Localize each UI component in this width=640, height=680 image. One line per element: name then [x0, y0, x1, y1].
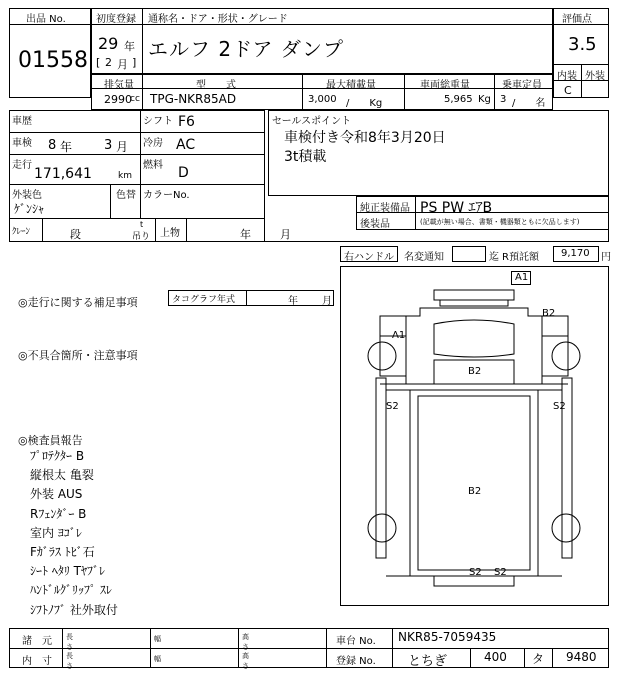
plate-number: 9480 — [566, 650, 597, 664]
upper-label: 上物 — [160, 228, 180, 239]
interior-label: 内装 — [557, 71, 577, 82]
inspection-year-unit: 年 — [60, 140, 73, 154]
capacity-unit: / 名 — [512, 98, 546, 109]
capacity: 3 — [500, 94, 507, 105]
shift-value: F6 — [178, 114, 195, 130]
crane-lift-t: t — [140, 220, 144, 229]
color-no-label: カラーNo. — [143, 190, 190, 201]
sales-point-line-2: 3t積載 — [284, 149, 327, 165]
inner-width-label: 幅 — [154, 655, 161, 663]
history-label: 車歴 — [12, 116, 32, 127]
name-change-label: 名変通知 — [404, 252, 444, 263]
sales-point-label: セールスポイント — [272, 116, 352, 127]
length-label: 長さ — [66, 633, 73, 651]
driving-remarks-label: ◎走行に関する補足事項 — [18, 296, 138, 309]
displacement: 2990 — [104, 93, 132, 106]
right-handle-label: 右ハンドル — [344, 252, 394, 263]
damage-tag: A1 — [515, 272, 529, 283]
tacho-label: タコグラフ年式 — [172, 295, 236, 305]
type-value: TPG-NKR85AD — [150, 92, 237, 106]
score-value: 3.5 — [568, 34, 597, 55]
crane-stage: 段 — [70, 228, 81, 241]
damage-tag: B2 — [542, 308, 556, 319]
equipment-value: PS PW ｴｱB — [420, 200, 493, 216]
recycle-amount: 9,170 — [561, 248, 590, 259]
damage-tag: A1 — [392, 330, 406, 341]
fuel-value: D — [178, 165, 189, 181]
inspection-month-unit: 月 — [116, 140, 129, 154]
mileage-label: 走行 — [12, 160, 32, 171]
tacho-month: 月 — [322, 296, 332, 307]
mileage-unit: km — [118, 171, 132, 181]
inner-height-label: 高さ — [242, 652, 249, 670]
recycle-label: R預託額 — [502, 252, 539, 263]
registration-month: 2 — [105, 56, 112, 69]
tacho-year: 年 — [288, 296, 298, 307]
damage-tag: S2 — [494, 567, 507, 578]
list-item: 室内 ﾖｺﾞﾚ — [30, 525, 82, 540]
damage-tag: B2 — [468, 486, 482, 497]
upper-month: 月 — [280, 228, 291, 241]
gross-weight-unit: Kg — [478, 94, 491, 105]
sales-point-line-1: 車検付き令和8年3月20日 — [284, 130, 446, 146]
km-limit-label: 迄 — [489, 252, 499, 263]
inspection-year: 8 — [48, 138, 57, 153]
dims-label: 諸 元 — [22, 636, 52, 647]
plate-kana: タ — [532, 652, 545, 666]
lot-number: 01558 — [18, 48, 88, 73]
list-item: ﾊﾝﾄﾞﾙｸﾞﾘｯﾌﾟ ｽﾚ — [30, 583, 112, 598]
inspector-report-label: ◎検査員報告 — [18, 434, 83, 447]
displacement-label: 排気量 — [104, 80, 134, 91]
reg-no-label: 登録 No. — [336, 656, 376, 667]
damage-tag: B2 — [468, 366, 482, 377]
exterior-label: 外装 — [585, 71, 605, 82]
model-name: エルフ 2ドア ダンプ — [148, 37, 345, 61]
interior-grade: C — [564, 84, 572, 97]
ac-label: 冷房 — [143, 138, 163, 149]
month-unit: 月 — [117, 58, 128, 71]
width-label: 幅 — [154, 635, 161, 643]
score-label: 評価点 — [562, 14, 592, 25]
crane-lift-unit: 吊り — [132, 232, 151, 242]
inner-length-label: 長さ — [66, 652, 73, 670]
inspector-items — [30, 447, 118, 620]
ac-value: AC — [176, 137, 196, 153]
damage-tag: S2 — [386, 401, 399, 412]
equipment-label: 純正装備品 — [360, 203, 410, 214]
damage-tag: S2 — [553, 401, 566, 412]
damage-tag: S2 — [469, 567, 482, 578]
gross-weight: 5,965 — [444, 94, 473, 105]
plate-region: とちぎ — [408, 654, 448, 669]
max-load-label: 最大積載量 — [326, 80, 376, 91]
year-unit: 年 — [124, 40, 135, 53]
inspection-label: 車検 — [12, 138, 32, 149]
aftermarket-label: 後装品 — [360, 219, 390, 230]
chassis-label: 車台 No. — [336, 636, 376, 647]
recycle-unit: 円 — [601, 252, 611, 263]
color-change-label: 色替 — [116, 190, 136, 201]
height-label: 高さ — [242, 633, 249, 651]
first-registration-label: 初度登録 — [96, 14, 136, 25]
crane-label: ｸﾚｰﾝ — [12, 227, 31, 237]
gross-weight-label: 車両総重量 — [420, 80, 470, 91]
list-item: ｼﾌﾄﾉﾌﾞ 社外取付 — [30, 602, 118, 617]
plate-class: 400 — [484, 650, 507, 664]
shift-label: シフト — [143, 116, 173, 127]
list-item: 外装 AUS — [30, 487, 83, 502]
max-load-unit: / Kg — [346, 98, 383, 109]
defects-label: ◎不具合箇所・注意事項 — [18, 349, 138, 362]
type-label: 型 式 — [196, 80, 236, 91]
inner-dims-label: 内 寸 — [22, 656, 52, 667]
ext-color-value: ｹﾞﾝｼｬ — [14, 202, 45, 216]
list-item: 縦根太 亀裂 — [30, 468, 94, 483]
fuel-label: 燃料 — [143, 160, 163, 171]
model-label: 通称名・ドア・形状・グレード — [148, 14, 288, 25]
ext-color-label: 外装色 — [12, 190, 42, 201]
truck-outline — [340, 266, 609, 606]
name-change-box — [452, 246, 486, 262]
aftermarket-note: (記載が無い場合、書類・機器類ともに欠品します) — [420, 218, 580, 226]
registration-year: 29 — [98, 34, 119, 53]
inspection-month: 3 — [104, 138, 113, 153]
list-item: Rﾌｪﾝﾀﾞｰ B — [30, 506, 87, 521]
max-load: 3,000 — [308, 94, 337, 105]
list-item: ﾌﾟﾛﾃｸﾀｰ B — [30, 449, 85, 463]
displacement-unit: cc — [130, 94, 140, 104]
lot-label: 出品 No. — [26, 14, 66, 25]
chassis-number: NKR85-7059435 — [398, 630, 497, 644]
capacity-label: 乗車定員 — [502, 80, 542, 91]
list-item: Fｶﾞﾗｽ ﾄﾋﾞ石 — [30, 545, 95, 560]
mileage-value: 171,641 — [34, 166, 92, 182]
list-item: ｼｰﾄ ﾍﾀﾘ Tﾔﾌﾞﾚ — [30, 564, 105, 579]
upper-year: 年 — [240, 228, 251, 241]
